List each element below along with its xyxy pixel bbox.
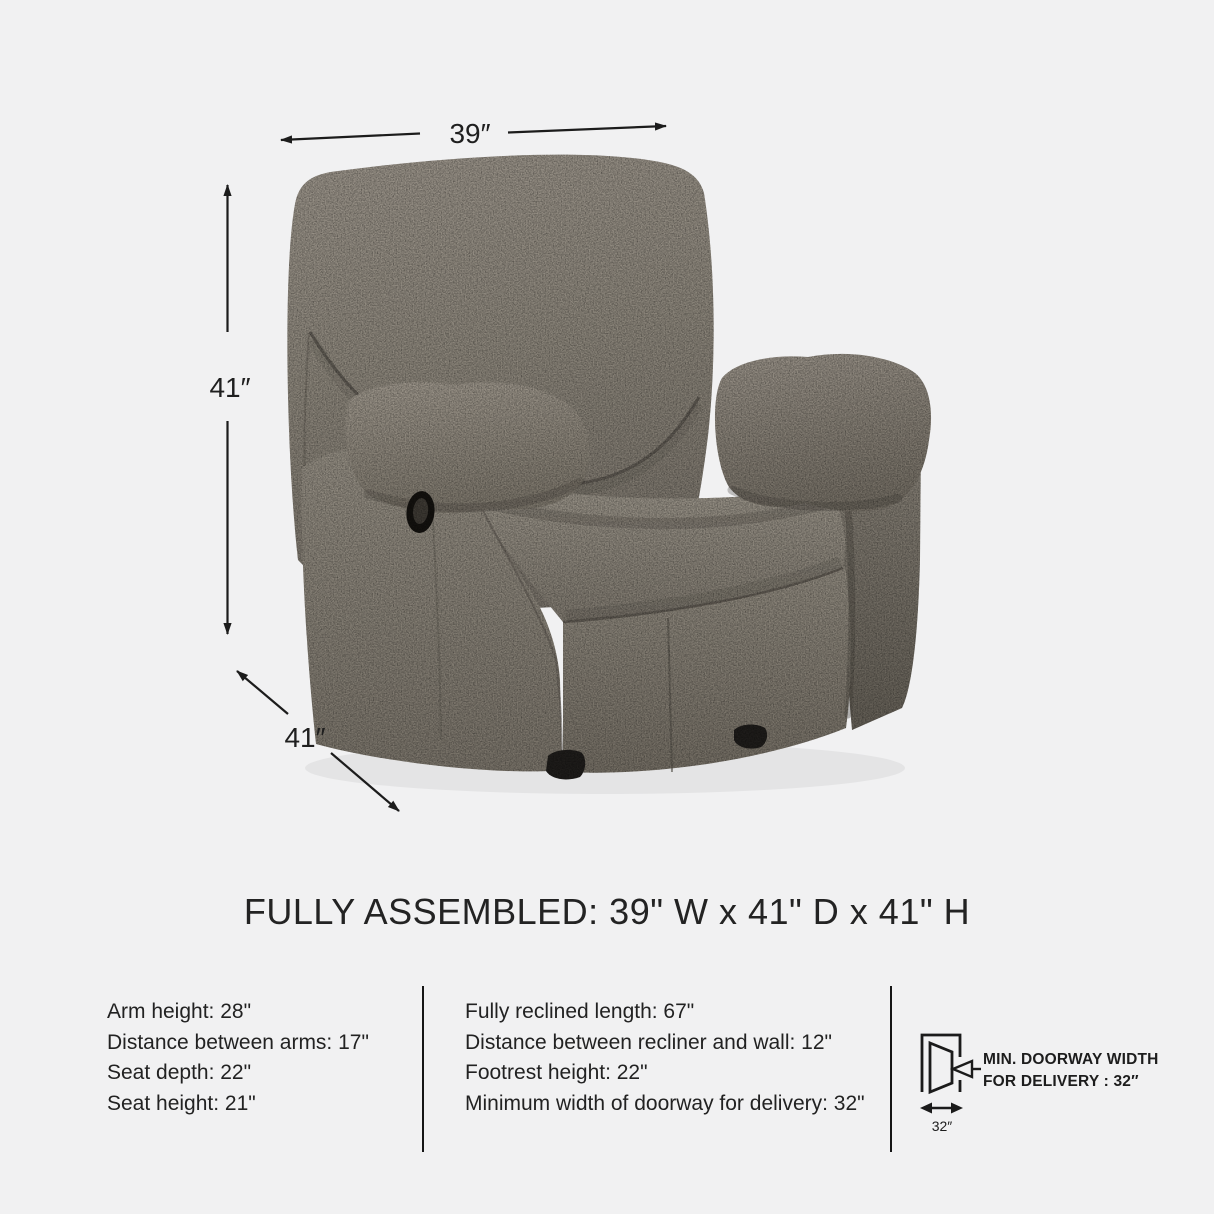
depth-arrow-up [237,671,288,714]
spec-item: Seat depth: 22" [107,1061,252,1085]
doorway-caption-line2: FOR DELIVERY : 32″ [983,1072,1139,1090]
doorway-caption-line1: MIN. DOORWAY WIDTH [983,1051,1159,1068]
spec-list-left [107,997,369,1119]
recliner-foot-right [734,724,767,748]
spec-item: Footrest height: 22" [465,1061,648,1085]
door-arrow [953,1061,972,1077]
width-arrow-right [508,126,666,133]
doorway-icon [905,1026,989,1142]
doorway-width-value: 32″ [931,1118,953,1134]
spec-item: Distance between recliner and wall: 12" [465,1030,832,1054]
right-arm-pillow [715,354,931,511]
spec-item: Arm height: 28" [107,1000,252,1023]
spec-item: Seat height: 21" [107,1091,256,1115]
spec-item: Distance between arms: 17" [107,1030,369,1054]
door-leaf [930,1043,952,1092]
column-divider [422,986,424,1152]
width-arrow-left [281,134,420,141]
assembled-dimensions-title: FULLY ASSEMBLED: 39" W x 41" D x 41" H [243,891,971,932]
recliner-foot-left [546,750,585,780]
spec-item: Fully reclined length: 67" [465,1000,695,1023]
seat-side-crevice [848,505,852,715]
column-divider [890,986,892,1152]
width-dimension-label: 39″ [449,118,491,149]
recliner-illustration [287,155,931,780]
height-dimension-label: 41″ [209,372,251,403]
doorway-caption [983,1049,1159,1092]
spec-list-right [465,997,865,1119]
spec-item: Minimum width of doorway for delivery: 32" [465,1091,865,1115]
doorway-width-arrow [920,1103,963,1114]
depth-dimension-label: 41″ [284,722,326,753]
